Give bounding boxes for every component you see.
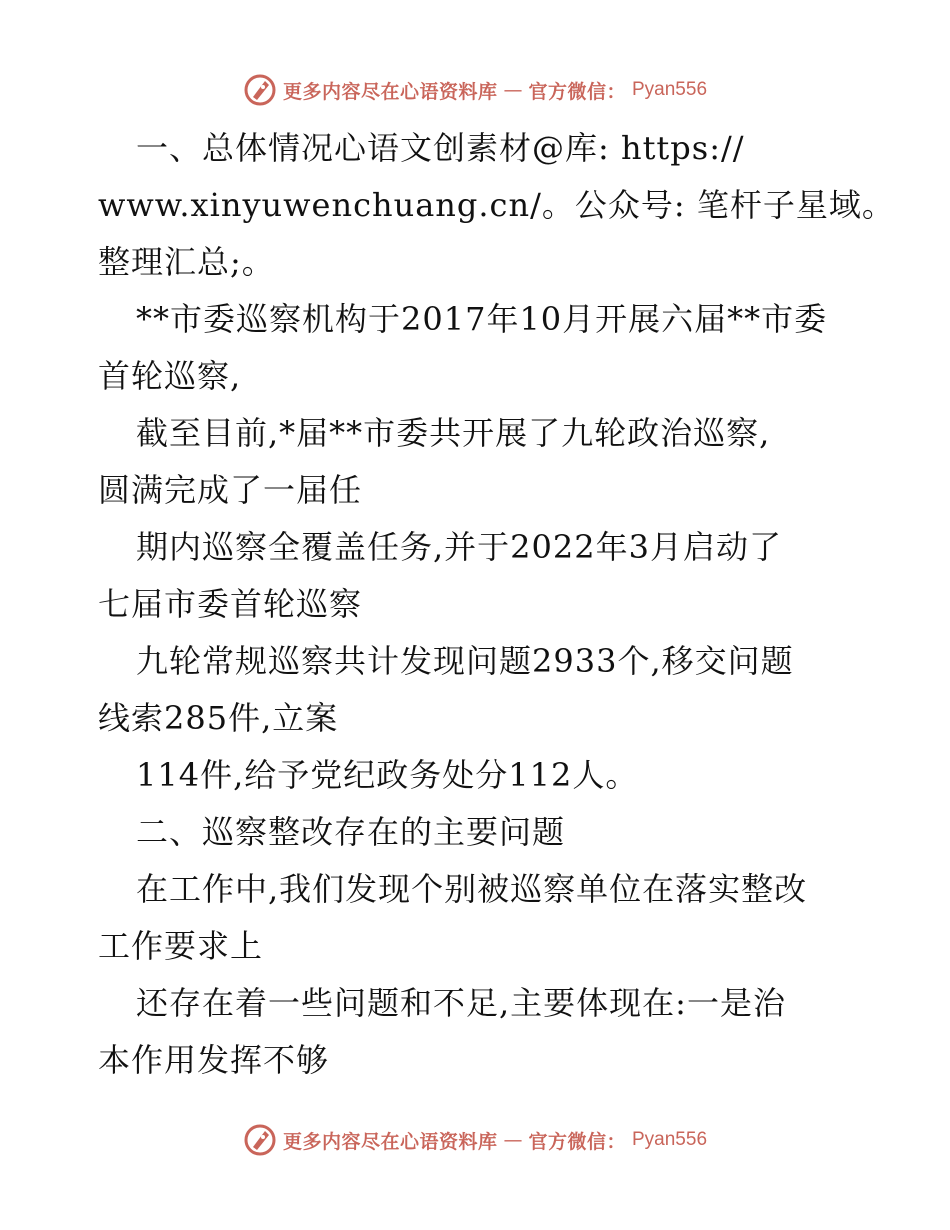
- banner-separator: —: [503, 1129, 523, 1151]
- text-line: 九轮常规巡察共计发现问题2933个,移交问题: [136, 642, 794, 680]
- pen-nib-seal-icon: [243, 1123, 277, 1157]
- text-line: 114件,给予党纪政务处分112人。: [136, 756, 639, 794]
- text-line: 工作要求上: [98, 927, 264, 965]
- banner-text-cn: 更多内容尽在心语资料库: [282, 1130, 498, 1153]
- banner-text-cn: 更多内容尽在心语资料库: [282, 80, 498, 103]
- banner-text-official: 官方微信：: [528, 1130, 626, 1153]
- banner-separator: —: [503, 79, 523, 101]
- document-body: [98, 120, 895, 1089]
- footer-watermark-banner: [0, 1120, 950, 1160]
- header-watermark-banner: [0, 70, 950, 110]
- text-line: 本作用发挥不够: [98, 1041, 330, 1079]
- text-line: 七届市委首轮巡察: [98, 585, 363, 623]
- text-line: 线索285件,立案: [98, 699, 339, 737]
- text-line: 期内巡察全覆盖任务,并于2022年3月启动了: [136, 528, 782, 566]
- text-line: 一、总体情况心语文创素材@库: https://: [136, 129, 745, 167]
- text-line: 二、巡察整改存在的主要问题: [136, 813, 566, 851]
- pen-nib-seal-icon: [243, 73, 277, 107]
- text-line: www.xinyuwenchuang.cn/。公众号: 笔杆子星域。: [98, 186, 895, 224]
- text-line: 截至目前,*届**市委共开展了九轮政治巡察,: [136, 414, 771, 452]
- banner-text-id: Pyan556: [632, 79, 708, 100]
- banner-text-id: Pyan556: [632, 1129, 708, 1150]
- text-line: 整理汇总;。: [98, 243, 275, 281]
- banner-text-official: 官方微信：: [528, 80, 626, 103]
- text-line: 在工作中,我们发现个别被巡察单位在落实整改: [136, 870, 808, 908]
- text-line: **市委巡察机构于2017年10月开展六届**市委: [136, 300, 828, 338]
- text-line: 首轮巡察,: [98, 357, 242, 395]
- text-line: 圆满完成了一届任: [98, 471, 363, 509]
- text-line: 还存在着一些问题和不足,主要体现在:一是治: [136, 984, 786, 1022]
